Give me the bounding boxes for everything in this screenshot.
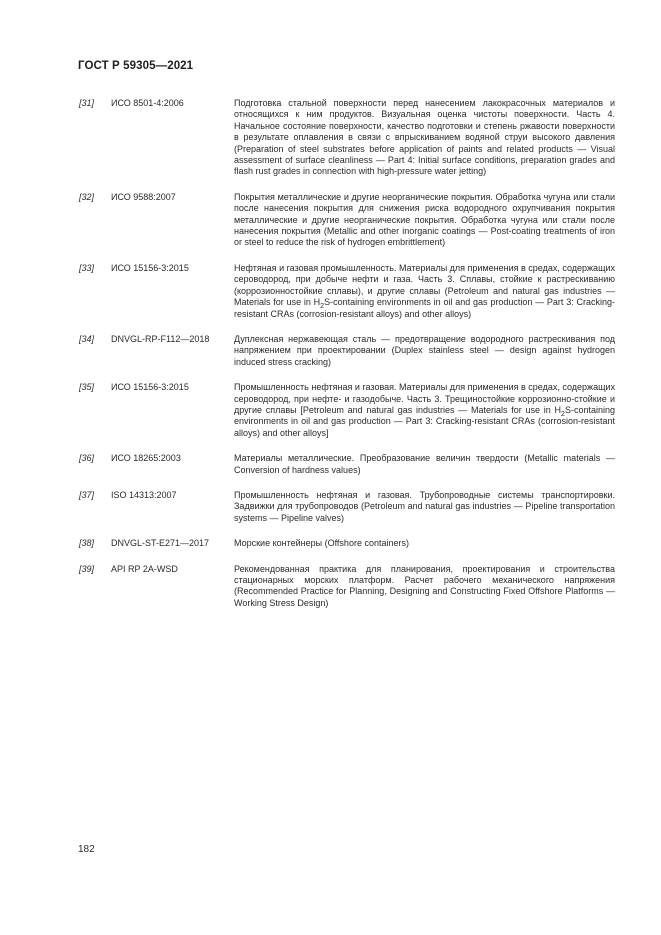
reference-34	[79, 334, 617, 368]
reference-standard: DNVGL-ST-E271—2017	[111, 538, 210, 549]
reference-number: [36]	[79, 453, 95, 464]
reference-33	[79, 263, 617, 320]
subscript: 2	[561, 410, 565, 418]
reference-number: [33]	[79, 262, 95, 273]
reference-standard: ISO 14313:2007	[111, 489, 177, 500]
reference-32	[79, 192, 617, 249]
reference-title: Подготовка стальной поверхности перед нанесением лакокрасочных материалов и относящихся к ним продуктов. Визуальная оценка чистоты поверхности. Часть 4. Начальное состояние поверхности, качество подготовки и степень ржавости поверхности в результате оплавления в связи с впрыскиванием водяной струи высокого давления (Preparation of steel substrates before application of paints and related products — Visual assessment of surface cleanliness — Part 4: Initial surface conditions, preparation grades and flash rust grades in connection with high-pressure water jetting)	[234, 98, 615, 177]
reference-standard: ИСО 8501-4:2006	[111, 98, 184, 108]
document-header: ГОСТ Р 59305—2021	[78, 60, 194, 72]
reference-39	[79, 564, 617, 610]
reference-title: Покрытия металлические и другие неорганические покрытия. Обработка чугуна или стали после нанесения покрытия для снижения риска водородного охрупчивания покрытия металлические и другие неорганические покрытия. Обработка чугуна или стали после нанесения покрытия (Metallic and other inorganic coatings — Post-coating treatments of iron or steel to reduce the risk of hydrogen embrittlement)	[234, 191, 615, 248]
reference-title: Материалы металлические. Преобразование величин твердости (Metallic materials — Conversion of hardness values)	[234, 453, 615, 475]
reference-title: Рекомендованная практика для планирования, проектирования и строительства стационарных морских платформ. Расчет рабочего механического напряжения (Recommended Practice for Planning, Designing and Constructing Fixed Offshore Platforms — Working Stress Design)	[234, 563, 615, 608]
reference-38	[79, 538, 617, 549]
subscript: 2	[320, 302, 325, 310]
reference-number: [39]	[79, 563, 95, 574]
reference-title	[234, 263, 615, 320]
reference-standard: DNVGL-RP-F112—2018	[111, 333, 210, 344]
reference-number: [35]	[79, 382, 95, 393]
title-text: Нефтяная и газовая промышленность. Материалы для применения в средах, содержащих сероводород, при добыче нефти и газа. Часть 3. Сплавы, стойкие к растрескиванию (коррозионностойкие сплавы), и другие сплавы (Petroleum and natural gas industries — Materials for use in H	[234, 262, 615, 308]
reference-title: Дуплексная нержавеющая сталь — предотвращение водородного растрескивания под напряжением при проектировании (Duplex stainless steel — design against hydrogen induced stress cracking)	[234, 333, 615, 367]
reference-title: Промышленность нефтяная и газовая. Трубопроводные системы транспортировки. Задвижки для трубопроводов (Petroleum and natural gas industries — Pipeline transportation systems — Pipeline valves)	[234, 489, 615, 523]
title-text: S-containing environments in oil and gas production — Part 3: Cracking-resistant CRAs (corrosion-resistant alloys) and other alloys]	[234, 404, 615, 438]
reference-title: Морские контейнеры (Offshore containers)	[234, 538, 409, 549]
reference-title	[234, 382, 615, 439]
reference-number: [38]	[79, 538, 95, 549]
reference-35	[79, 382, 617, 439]
reference-standard: ИСО 18265:2003	[111, 453, 181, 464]
reference-37	[79, 490, 617, 524]
reference-standard: ИСО 15156-3:2015	[111, 262, 189, 273]
reference-31	[79, 98, 617, 178]
page-number: 182	[78, 844, 95, 855]
reference-standard: ИСО 9588:2007	[111, 191, 176, 202]
bibliography-list	[79, 98, 617, 623]
reference-standard: API RP 2A-WSD	[111, 563, 178, 574]
reference-standard: ИСО 15156-3:2015	[111, 382, 189, 393]
reference-36	[79, 453, 617, 476]
title-text: S-containing environments in oil and gas production — Part 3: Cracking-resistant CRAs (corrosion-resistant alloys) and other alloys)	[234, 297, 616, 319]
title-text: Промышленность нефтяная и газовая. Материалы для применения в средах, содержащих сероводород, при нефте- и газодобыче. Часть 3. Трещиностойкие коррозионно-стойкие и другие сплавы [Petroleum and natural gas industries — Materials for use in H	[234, 382, 616, 415]
reference-number: [31]	[79, 98, 95, 108]
reference-number: [34]	[79, 333, 95, 344]
reference-number: [32]	[79, 191, 95, 202]
reference-number: [37]	[79, 489, 95, 500]
